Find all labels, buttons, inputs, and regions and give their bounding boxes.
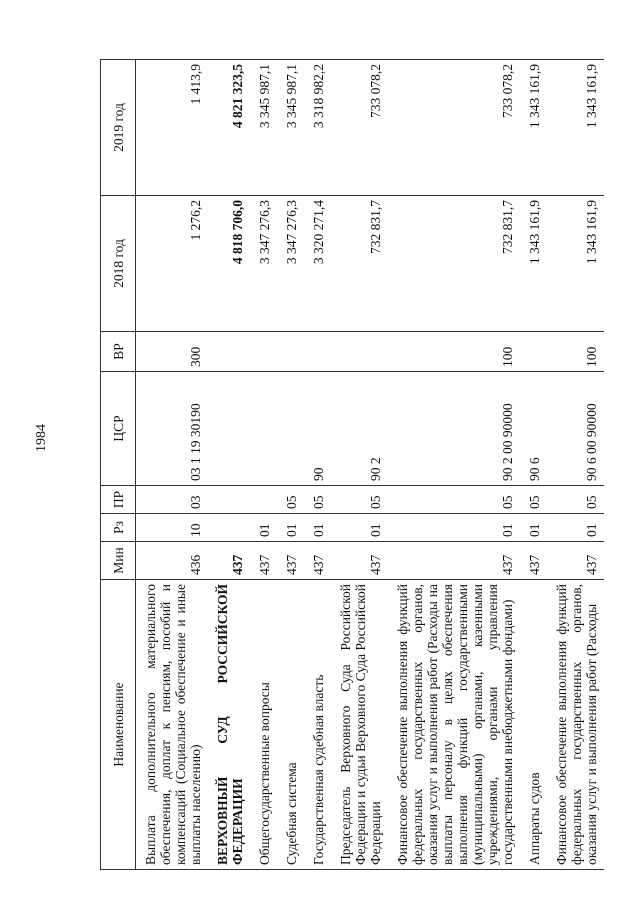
header-name: Наименование	[101, 580, 136, 870]
header-rz: Рз	[101, 514, 136, 542]
cell-2018: 732 831,7	[388, 196, 520, 332]
budget-table	[100, 59, 604, 870]
cell-name: Судебная система	[277, 580, 304, 870]
cell-name: Выплата дополнительного материального обеспечения, доплат к пенсиям, пособий и компенсаций (Социальное обеспечение и иные выплаты населению)	[136, 580, 209, 870]
header-csr: ЦСР	[101, 372, 136, 486]
cell-min: 437	[331, 542, 388, 580]
cell-2018: 1 276,2	[136, 196, 209, 332]
cell-2019: 733 078,2	[331, 60, 388, 196]
header-vr: ВР	[101, 332, 136, 372]
cell-min: 437	[208, 542, 250, 580]
cell-name: Государственная судебная власть	[304, 580, 331, 870]
cell-csr: 90 2	[331, 372, 388, 486]
cell-name: Общегосударственные вопросы	[250, 580, 277, 870]
table-row	[520, 60, 547, 870]
cell-csr: 90 2 00 90000	[388, 372, 520, 486]
cell-2019: 1 413,9	[136, 60, 209, 196]
cell-min: 436	[136, 542, 209, 580]
header-2019: 2019 год	[101, 60, 136, 196]
cell-min: 437	[250, 542, 277, 580]
cell-vr	[520, 332, 547, 372]
table-row	[277, 60, 304, 870]
cell-2019: 3 345 987,1	[277, 60, 304, 196]
cell-2018: 1 343 161,9	[520, 196, 547, 332]
cell-name: Председатель Верховного Суда Российской Федерации и судьи Верховного Суда Российской Федерации	[331, 580, 388, 870]
cell-vr: 100	[547, 332, 604, 372]
cell-rz: 01	[250, 514, 277, 542]
cell-pr: 03	[136, 486, 209, 514]
cell-vr: 300	[136, 332, 209, 372]
table-row	[304, 60, 331, 870]
page-number: 1984	[34, 424, 49, 452]
cell-min: 437	[520, 542, 547, 580]
cell-2018: 3 320 271,4	[304, 196, 331, 332]
cell-csr: 90	[304, 372, 331, 486]
cell-csr: 90 6	[520, 372, 547, 486]
cell-2019: 3 345 987,1	[250, 60, 277, 196]
cell-min: 437	[547, 542, 604, 580]
cell-pr: 05	[304, 486, 331, 514]
cell-2019: 3 318 982,2	[304, 60, 331, 196]
cell-vr	[208, 332, 250, 372]
cell-rz: 01	[520, 514, 547, 542]
cell-vr: 100	[388, 332, 520, 372]
header-min: Мин	[101, 542, 136, 580]
cell-pr: 05	[388, 486, 520, 514]
cell-rz: 01	[304, 514, 331, 542]
table-row	[208, 60, 250, 870]
table-row	[250, 60, 277, 870]
table-row	[136, 60, 209, 870]
cell-pr	[250, 486, 277, 514]
cell-rz: 10	[136, 514, 209, 542]
cell-rz: 01	[388, 514, 520, 542]
cell-csr: 03 1 19 30190	[136, 372, 209, 486]
cell-min: 437	[277, 542, 304, 580]
cell-pr: 05	[331, 486, 388, 514]
cell-name: Финансовое обеспечение выполнения функций федеральных государственных органов, оказания услуг и выполнения работ (Расходы	[547, 580, 604, 870]
cell-min: 437	[304, 542, 331, 580]
cell-2018: 3 347 276,3	[277, 196, 304, 332]
cell-csr: 90 6 00 90000	[547, 372, 604, 486]
header-pr: ПР	[101, 486, 136, 514]
cell-csr	[208, 372, 250, 486]
cell-rz: 01	[331, 514, 388, 542]
cell-2019: 1 343 161,9	[520, 60, 547, 196]
rotated-table-container	[100, 40, 600, 870]
cell-rz: 01	[277, 514, 304, 542]
table-row	[547, 60, 604, 870]
cell-vr	[250, 332, 277, 372]
cell-2018: 1 343 161,9	[547, 196, 604, 332]
cell-pr	[208, 486, 250, 514]
cell-rz: 01	[547, 514, 604, 542]
cell-name: Аппараты судов	[520, 580, 547, 870]
cell-2019: 733 078,2	[388, 60, 520, 196]
cell-2019: 1 343 161,9	[547, 60, 604, 196]
cell-2018: 3 347 276,3	[250, 196, 277, 332]
cell-2018: 4 818 706,0	[208, 196, 250, 332]
cell-pr: 05	[277, 486, 304, 514]
cell-pr: 05	[547, 486, 604, 514]
cell-rz	[208, 514, 250, 542]
table-header-row	[101, 60, 136, 870]
cell-vr	[331, 332, 388, 372]
cell-name: Финансовое обеспечение выполнения функций федеральных государственных органов, оказания услуг и выполнения работ (Расходы на выплаты персоналу в целях обеспечения выполнения функций государственными (муниципальными) органами, казенными учреждениями, органами управления государственными внебюджетными фондами)	[388, 580, 520, 870]
header-2018: 2018 год	[101, 196, 136, 332]
cell-name: ВЕРХОВНЫЙ СУД РОССИЙСКОЙ ФЕДЕРАЦИИ	[208, 580, 250, 870]
cell-2018: 732 831,7	[331, 196, 388, 332]
cell-vr	[277, 332, 304, 372]
cell-csr	[250, 372, 277, 486]
cell-csr	[277, 372, 304, 486]
cell-2019: 4 821 323,5	[208, 60, 250, 196]
cell-min: 437	[388, 542, 520, 580]
cell-pr: 05	[520, 486, 547, 514]
table-row	[388, 60, 520, 870]
cell-vr	[304, 332, 331, 372]
table-row	[331, 60, 388, 870]
